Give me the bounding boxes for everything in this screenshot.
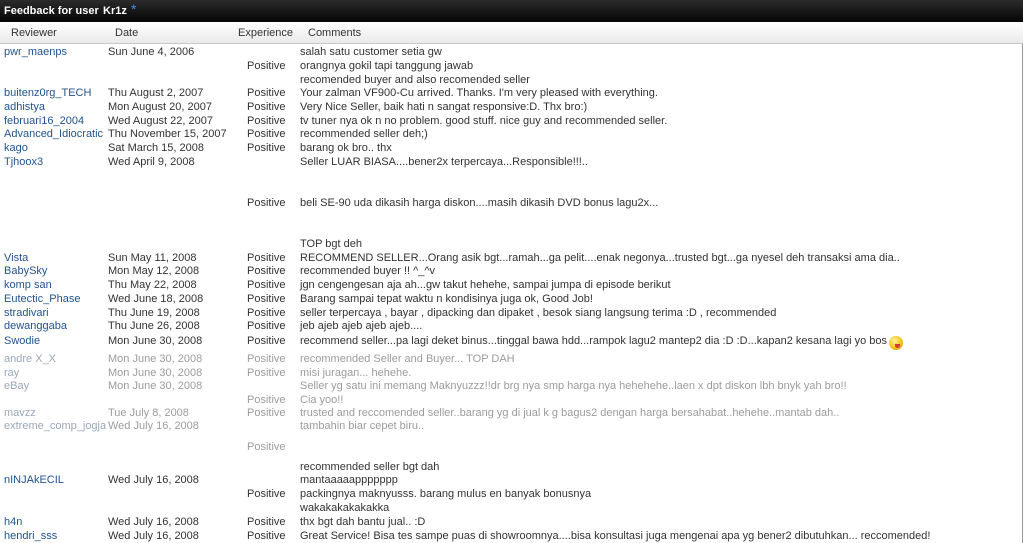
row-comment: beli SE-90 uda dikasih harga diskon....masih dikasih DVD bonus lagu2x... (300, 197, 659, 209)
row-date: Mon June 30, 2008 (108, 335, 203, 347)
row-comment: recomended buyer and also recomended seller (300, 74, 530, 86)
row-experience: Positive (247, 307, 286, 319)
col-reviewer[interactable]: Reviewer (11, 27, 57, 39)
table-row (0, 45, 1023, 59)
reviewer-link[interactable]: kago (4, 142, 28, 154)
row-experience: Positive (247, 265, 286, 277)
table-row (0, 86, 1023, 100)
table-row (0, 319, 1023, 333)
reviewer-link[interactable]: hendri_sss (4, 530, 58, 542)
row-comment: Seller yg satu ini memang Maknyuzzz!!dr brg nya smp harga nya hehehehe..laen x dpt diskon lbh bnyk yah bro!! (300, 380, 847, 392)
row-comment: thx bgt dah bantu jual.. :D (300, 516, 426, 528)
reviewer-link[interactable]: Tjhoox3 (4, 156, 44, 168)
reviewer-link[interactable]: andre X_X (4, 353, 56, 365)
row-experience: Positive (247, 488, 286, 500)
title-bar (0, 0, 1023, 22)
row-experience: Positive (247, 197, 286, 209)
row-comment: Great Service! Bisa tes sampe puas di showroomnya....bisa konsultasi juga mengenai apa yg bener2 dibutuhkan... reccomended! (300, 530, 931, 542)
tongue-smiley-icon (889, 336, 903, 350)
title-username[interactable]: Kr1z (103, 5, 127, 17)
col-comments[interactable]: Comments (308, 27, 362, 39)
reviewer-link[interactable]: nINJAkECIL (4, 474, 64, 486)
row-comment: Your zalman VF900-Cu arrived. Thanks. I'm very pleased with everything. (300, 87, 658, 99)
row-date: Sun May 11, 2008 (108, 252, 197, 264)
row-date: Mon May 12, 2008 (108, 265, 200, 277)
row-comment: jeb ajeb ajeb ajeb ajeb.... (300, 320, 423, 332)
table-row (0, 237, 1023, 251)
row-experience: Positive (247, 128, 286, 140)
row-date: Wed August 22, 2007 (108, 115, 213, 127)
row-date: Thu May 22, 2008 (108, 279, 197, 291)
reviewer-link[interactable]: Eutectic_Phase (4, 293, 81, 305)
row-comment: tv tuner nya ok n no problem. good stuff. nice guy and recommended seller. (300, 115, 668, 127)
table-row (0, 334, 1023, 348)
row-comment: barang ok bro.. thx (300, 142, 392, 154)
table-row (0, 419, 1023, 433)
row-date: Thu August 2, 2007 (108, 87, 204, 99)
table-row (0, 306, 1023, 320)
table-row (0, 366, 1023, 380)
row-date: Tue July 8, 2008 (108, 407, 189, 419)
title-label: Feedback for user (4, 5, 99, 17)
table-row (0, 292, 1023, 306)
reviewer-link[interactable]: eBay (4, 380, 30, 392)
reviewer-link[interactable]: extreme_comp_jogja (4, 420, 107, 432)
table-row (0, 264, 1023, 278)
row-experience: Positive (247, 142, 286, 154)
row-comment: wakakakakakakka (300, 502, 390, 514)
row-experience: Positive (247, 530, 286, 542)
row-experience: Positive (247, 367, 286, 379)
reviewer-link[interactable]: Vista (4, 252, 29, 264)
row-date: Sun June 4, 2006 (108, 46, 195, 58)
row-experience: Positive (247, 335, 286, 347)
row-comment: Barang sampai tepat waktu n kondisinya juga ok, Good Job! (300, 293, 593, 305)
row-date: Wed April 9, 2008 (108, 156, 195, 168)
row-experience: Positive (247, 407, 286, 419)
row-comment: recommended seller deh;) (300, 128, 428, 140)
table-header (0, 22, 1023, 44)
row-date: Mon June 30, 2008 (108, 353, 203, 365)
row-date: Wed July 16, 2008 (108, 420, 199, 432)
row-experience: Positive (247, 320, 286, 332)
row-comment: Seller LUAR BIASA....bener2x terpercaya...Responsible!!!.. (300, 156, 588, 168)
row-date: Wed July 16, 2008 (108, 530, 199, 542)
reviewer-link[interactable]: ray (4, 367, 20, 379)
row-experience: Positive (247, 87, 286, 99)
table-row (0, 278, 1023, 292)
table-row (0, 440, 1023, 454)
table-row (0, 352, 1023, 366)
table-row (0, 529, 1023, 543)
row-experience: Positive (247, 441, 286, 453)
table-row (0, 114, 1023, 128)
row-comment: RECOMMEND SELLER...Orang asik bgt...ramah...ga pelit....enak negonya...trusted bgt...ga nyesel deh transaksi ama dia.. (300, 252, 900, 264)
row-comment: packingnya maknyusss. barang mulus en banyak bonusnya (300, 488, 592, 500)
row-comment: orangnya gokil tapi tanggung jawab (300, 60, 474, 72)
table-row (0, 73, 1023, 87)
row-comment: Very Nice Seller, baik hati n sangat responsive:D. Thx bro:) (300, 101, 588, 113)
row-date: Mon June 30, 2008 (108, 380, 203, 392)
table-row (0, 406, 1023, 420)
reviewer-link[interactable]: Swodie (4, 335, 41, 347)
table-row (0, 379, 1023, 393)
row-comment: recommended buyer !! ^_^v (300, 265, 436, 277)
row-date: Thu November 15, 2007 (108, 128, 227, 140)
row-experience: Positive (247, 115, 286, 127)
row-comment: recommend seller...pa lagi deket binus...tinggal bawa hdd...rampok lagu2 mantep2 dia :D :D...kapan2 kesana lagi yo bos (300, 335, 888, 347)
table-row (0, 196, 1023, 210)
table-row (0, 141, 1023, 155)
row-comment: recommended seller bgt dah (300, 461, 440, 473)
table-row (0, 59, 1023, 73)
row-date: Sat March 15, 2008 (108, 142, 205, 154)
table-row (0, 393, 1023, 407)
reviewer-link[interactable]: buitenz0rg_TECH (4, 87, 92, 99)
row-comment: misi juragan... hehehe. (300, 367, 412, 379)
row-date: Wed July 16, 2008 (108, 474, 199, 486)
row-comment: Cia yoo!! (300, 394, 344, 406)
reviewer-link[interactable]: BabySky (4, 265, 48, 277)
col-date[interactable]: Date (115, 27, 139, 39)
row-experience: Positive (247, 101, 286, 113)
row-experience: Positive (247, 279, 286, 291)
row-comment: jgn cengengesan aja ah...gw takut hehehe, sampai jumpa di episode berikut (300, 279, 671, 291)
table-row (0, 501, 1023, 515)
reviewer-link[interactable]: mavzz (4, 407, 36, 419)
table-row (0, 473, 1023, 487)
reviewer-link[interactable]: februari16_2004 (4, 115, 85, 127)
table-row (0, 460, 1023, 474)
reviewer-link[interactable]: pwr_maenps (4, 46, 67, 58)
reviewer-link[interactable]: stradivari (4, 307, 49, 319)
reviewer-link[interactable]: adhistya (4, 101, 45, 113)
row-experience: Positive (247, 293, 286, 305)
row-comment: mantaaaaappppppp (300, 474, 398, 486)
star-icon: * (131, 1, 137, 17)
row-experience: Positive (247, 353, 286, 365)
row-date: Mon August 20, 2007 (108, 101, 212, 113)
row-comment: seller terpercaya , bayar , dipacking dan dipaket , besok siang langsung terima :D , recommended (300, 307, 777, 319)
reviewer-link[interactable]: dewanggaba (4, 320, 68, 332)
row-experience: Positive (247, 252, 286, 264)
row-date: Wed July 16, 2008 (108, 516, 199, 528)
table-row (0, 127, 1023, 141)
row-experience: Positive (247, 394, 286, 406)
row-comment: TOP bgt deh (300, 238, 362, 250)
row-comment: tambahin biar cepet biru.. (300, 420, 425, 432)
row-comment: trusted and reccomended seller..barang yg di jual k g bagus2 dengan harga bersahabat..hehehe..mantab dah.. (300, 407, 840, 419)
table-row (0, 487, 1023, 501)
row-date: Wed June 18, 2008 (108, 293, 204, 305)
table-row (0, 251, 1023, 265)
reviewer-link[interactable]: Advanced_Idiocratic (4, 128, 104, 140)
row-experience: Positive (247, 60, 286, 72)
table-row (0, 100, 1023, 114)
row-comment: recommended Seller and Buyer... TOP DAH (300, 353, 515, 365)
row-date: Mon June 30, 2008 (108, 367, 203, 379)
reviewer-link[interactable]: komp san (4, 279, 52, 291)
row-date: Thu June 19, 2008 (108, 307, 200, 319)
row-date: Thu June 26, 2008 (108, 320, 200, 332)
col-experience[interactable]: Experience (238, 27, 294, 39)
table-row (0, 515, 1023, 529)
table-row (0, 155, 1023, 169)
row-comment: salah satu customer setia gw (300, 46, 442, 58)
reviewer-link[interactable]: h4n (4, 516, 23, 528)
row-experience: Positive (247, 516, 286, 528)
